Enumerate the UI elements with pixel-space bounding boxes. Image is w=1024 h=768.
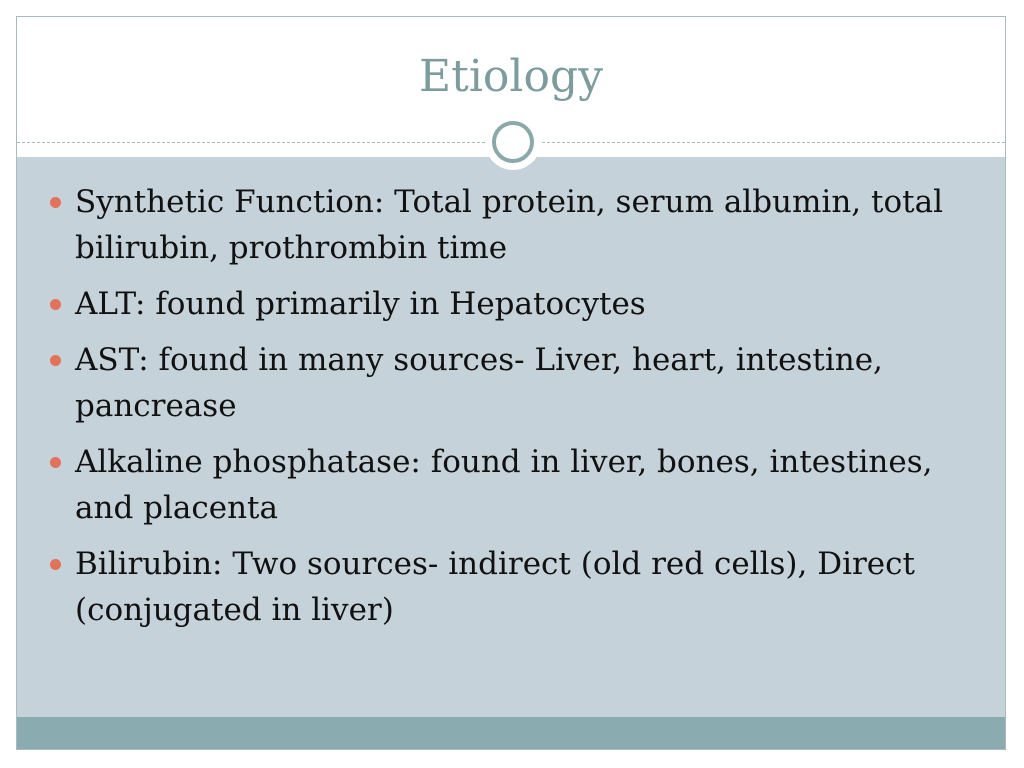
ring-icon xyxy=(492,121,534,163)
bullet-dot-icon xyxy=(50,355,61,366)
bullet-item xyxy=(49,281,969,327)
bullet-text: AST: found in many sources- Liver, heart, intestine, pancrease xyxy=(75,342,883,424)
bullet-item xyxy=(49,439,969,531)
bullet-item xyxy=(49,179,969,271)
bullet-dot-icon xyxy=(50,559,61,570)
slide-title: Etiology xyxy=(419,51,603,102)
footer-band xyxy=(17,717,1005,750)
bullet-dot-icon xyxy=(50,457,61,468)
slide xyxy=(16,16,1006,750)
bullet-item xyxy=(49,541,969,633)
bullet-list xyxy=(49,179,969,643)
bullet-text: Bilirubin: Two sources- indirect (old red cells), Direct (conjugated in liver) xyxy=(75,546,915,628)
circle-ornament-icon xyxy=(485,114,541,170)
bullet-text: Alkaline phosphatase: found in liver, bones, intestines, and placenta xyxy=(75,444,933,526)
bullet-text: Synthetic Function: Total protein, serum albumin, total bilirubin, prothrombin time xyxy=(75,184,943,266)
bullet-item xyxy=(49,337,969,429)
bullet-text: ALT: found primarily in Hepatocytes xyxy=(75,286,646,322)
bullet-dot-icon xyxy=(50,197,61,208)
bullet-dot-icon xyxy=(50,299,61,310)
